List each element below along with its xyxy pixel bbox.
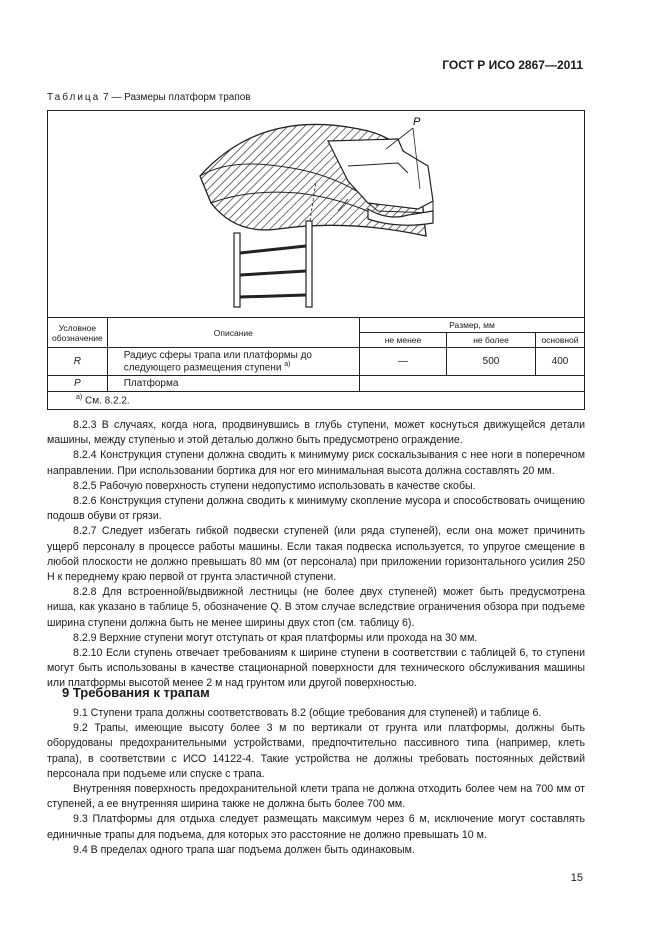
footnote-ref: а) bbox=[284, 361, 291, 368]
section-8-2-text bbox=[47, 418, 585, 692]
paragraph: 8.2.8 Для встроенной/выдвижной лестницы (не более двух ступеней) может быть предусмотрена ниша, как указано в таблице 5, обозначение Q. В этом случае вследствие ограничения обзора при подъеме ширина ступени должна быть не менее ширины двух стоп (см. таблицу 6). bbox=[47, 586, 585, 629]
paragraph: 8.2.4 Конструкция ступени должна сводить к минимуму риск соскальзывания с нее ноги в поперечном направлении. При использовании бортика для ног его минимальная высота должна составлять 20 мм. bbox=[47, 449, 585, 477]
paragraph: 9.1 Ступени трапа должны соответствовать 8.2 (общие требования для ступеней) и таблице 6. bbox=[73, 707, 542, 719]
row-symbol: R bbox=[48, 348, 108, 376]
row-main: 400 bbox=[536, 348, 585, 376]
header-size: Размер, мм bbox=[360, 318, 585, 333]
table-row bbox=[48, 348, 585, 376]
caption-spaced-word: Таблица bbox=[47, 92, 101, 103]
header-main: основной bbox=[536, 333, 585, 348]
paragraph: 9.4 В пределах одного трапа шаг подъема должен быть одинаковым. bbox=[73, 843, 415, 856]
section-9-text bbox=[47, 706, 585, 858]
row-empty bbox=[360, 376, 585, 392]
page-number: 15 bbox=[570, 872, 583, 884]
figure-label-p: P bbox=[413, 116, 421, 128]
document-header: ГОСТ Р ИСО 2867—2011 bbox=[442, 58, 583, 72]
figure-box bbox=[47, 110, 585, 318]
paragraph: 8.2.5 Рабочую поверхность ступени недопустимо использовать в качестве скобы. bbox=[73, 479, 476, 492]
header-description: Описание bbox=[107, 318, 359, 348]
paragraph: Внутренняя поверхность предохранительной клети трапа не должна отходить более чем на 700 мм от ступеней, а ее внутренняя ширина также не должна быть более 700 мм. bbox=[47, 783, 585, 811]
paragraph: 8.2.9 Верхние ступени могут отступать от края платформы или прохода на 30 мм. bbox=[73, 631, 478, 644]
platform-size-table bbox=[47, 317, 585, 410]
paragraph: 8.2.10 Если ступень отвечает требованиям к ширине ступени в соответствии с таблицей 6, то ступени могут быть использованы в качестве стационарной поверхности для технического обслуживания машины или платформы высотой менее 2 м над грунтом или другой поверхностью. bbox=[47, 647, 585, 690]
ladder-rail-right bbox=[306, 221, 312, 307]
row-description: Платформа bbox=[107, 376, 359, 392]
header-symbol: Условное обозначение bbox=[48, 318, 108, 348]
paragraph: 8.2.6 Конструкция ступени должна сводить к минимуму скопление мусора и способствовать очищению подошв обуви от грязи. bbox=[47, 495, 585, 523]
paragraph: 8.2.3 В случаях, когда нога, продвинувшись в глубь ступени, может коснуться движущейся детали машины, между ступенью и этой деталью должно быть предусмотрено ограждение. bbox=[47, 419, 585, 447]
row-symbol: P bbox=[48, 376, 108, 392]
paragraph: 9.3 Платформы для отдыха следует размещать максимум через 6 м, исключение могут составлять единичные трапы для подъема, для которых это расстояние не должно превышать 10 м. bbox=[47, 813, 585, 841]
section-9-title: 9 Требования к трапам bbox=[62, 685, 210, 700]
caption-rest: 7 — Размеры платформ трапов bbox=[100, 92, 251, 103]
ladder-rail-left bbox=[234, 233, 240, 307]
row-max: 500 bbox=[447, 348, 536, 376]
table-footnote: $^{а)}$ См. 8.2.2. bbox=[48, 392, 585, 409]
header-min: не менее bbox=[360, 333, 447, 348]
ladder-platform-figure bbox=[48, 111, 584, 319]
table-caption bbox=[47, 92, 251, 103]
paragraph: 8.2.7 Следует избегать гибкой подвески ступеней (или ряда ступеней), если она может причинить ущерб персоналу в процессе работы машины. Если такая подвеска используется, то упругое смещение в любой плоскости не должно превышать 80 мм (от персонала) при приложении горизонтального усилия 250 Н к переднему краю первой от грунта эластичной ступени. bbox=[47, 525, 585, 584]
paragraph: 9.2 Трапы, имеющие высоту более 3 м по вертикали от грунта или платформы, должны быть оборудованы предохранительными устройствами, предпочтительно пассивного типа (например, клеть трапа), в соответствии с ИСО 14122-4. Такие устройства не должны требовать постоянных действий персонала при подъеме или спуске с трапа. bbox=[47, 722, 585, 780]
table-row bbox=[48, 376, 585, 392]
row-description: Радиус сферы трапа или платформы до следующего размещения ступени $^{а)}$ bbox=[107, 348, 359, 376]
header-max: не более bbox=[447, 333, 536, 348]
row-min: — bbox=[360, 348, 447, 376]
